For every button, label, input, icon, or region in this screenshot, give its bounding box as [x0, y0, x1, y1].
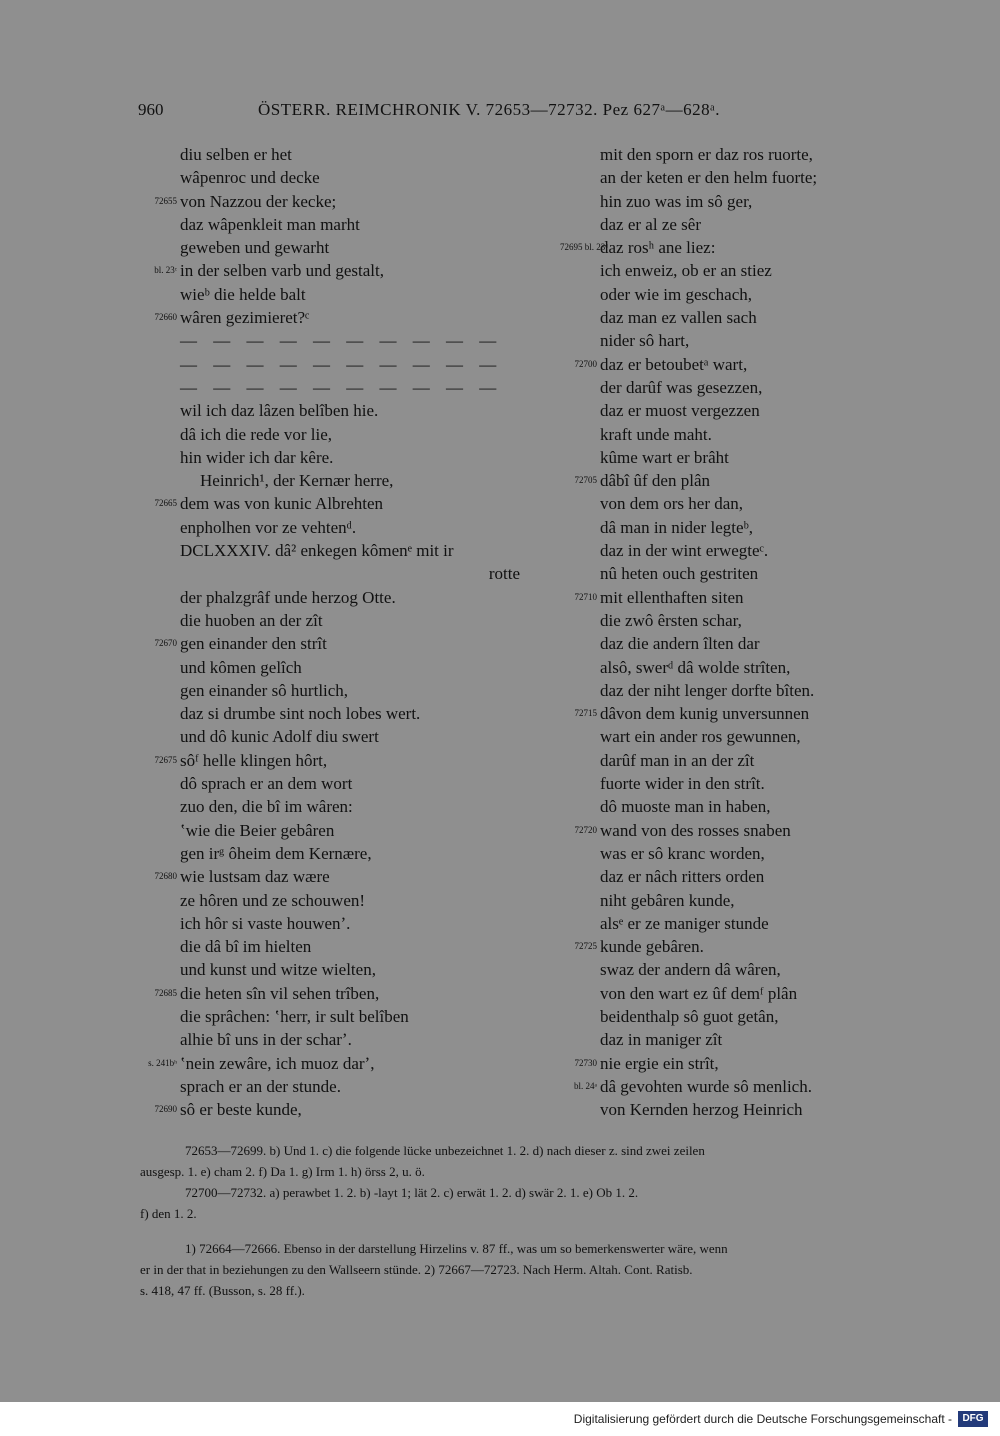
- dfg-logo: DFG: [958, 1411, 988, 1427]
- verse-number: bl. 23ᶜ: [154, 265, 177, 276]
- verse-text: gen einander den strît: [180, 634, 327, 654]
- verse-line: [560, 399, 970, 422]
- footnote-line: 1) 72664—72666. Ebenso in der darstellung Hirzelins v. 87 ff., was um so bemerkenswerter wäre, wenn: [185, 1241, 728, 1256]
- verse-text: ʽwie die Beier gebâren: [180, 820, 335, 840]
- verse-line: [560, 1028, 970, 1051]
- verse-text: swaz der andern dâ wâren,: [600, 960, 781, 980]
- verse-text: in der selben varb und gestalt,: [180, 261, 384, 281]
- footnote-line: er in der that in beziehungen zu den Wallseern stünde. 2) 72667—72723. Nach Herm. Altah. Cont. Ratisb.: [140, 1262, 693, 1277]
- verse-text: niht gebâren kunde,: [600, 890, 735, 910]
- verse-line: [140, 143, 560, 166]
- verse-text: mit ellenthaften siten: [600, 587, 744, 607]
- verse-text: dâ man in nider legteᵇ,: [600, 517, 754, 537]
- verse-text: was er sô kranc worden,: [600, 843, 765, 863]
- verse-number: 72715: [574, 708, 597, 719]
- verse-text: nû heten ouch gestriten: [600, 564, 759, 584]
- digitization-footer: [0, 1402, 1000, 1436]
- verse-text: dâvon dem kunig unversunnen: [600, 704, 810, 724]
- verse-text: ze hôren und ze schouwen!: [180, 890, 366, 910]
- verse-line: [140, 329, 560, 352]
- verse-line: [560, 1098, 970, 1121]
- verse-line: [140, 865, 560, 888]
- verse-text: alsô, swerᵈ dâ wolde strîten,: [600, 657, 791, 677]
- verse-line: [140, 935, 560, 958]
- verse-line: [140, 446, 560, 469]
- verse-text: ich hôr si vaste houwenʼ.: [180, 913, 351, 933]
- verse-line: [140, 1098, 560, 1121]
- verse-number: 72665: [154, 498, 177, 509]
- verse-line: [560, 1052, 970, 1075]
- verse-line: [560, 725, 970, 748]
- verse-text: die huoben an der zît: [180, 610, 323, 630]
- verse-line: [140, 539, 560, 562]
- verse-line: [560, 306, 970, 329]
- verse-line: [140, 772, 560, 795]
- verse-number: 72710: [574, 591, 597, 602]
- verse-line: [140, 1005, 560, 1028]
- verse-text: hin wider ich dar kêre.: [180, 447, 334, 467]
- verse-line: [560, 889, 970, 912]
- verse-line: [560, 982, 970, 1005]
- verse-number: s. 241bʰ: [148, 1057, 177, 1068]
- verse-line: [140, 283, 560, 306]
- apparatus: [140, 1140, 965, 1301]
- verse-line: [140, 679, 560, 702]
- verse-text: — — — — — — — — — —: [180, 377, 503, 397]
- verse-line: [140, 912, 560, 935]
- verse-line: [140, 1052, 560, 1075]
- verse-text: der darûf was gesezzen,: [600, 377, 763, 397]
- verse-line: [560, 609, 970, 632]
- verse-text: dô sprach er an dem wort: [180, 774, 353, 794]
- verse-line: [560, 795, 970, 818]
- verse-number: 72700: [574, 358, 597, 369]
- verse-text: dem was von kunic Albrehten: [180, 494, 384, 514]
- verse-text: an der keten er den helm fuorte;: [600, 168, 818, 188]
- verse-text: die sprâchen: ʽherr, ir sult belîben: [180, 1006, 409, 1026]
- verse-text: kunde gebâren.: [600, 937, 704, 957]
- verse-text: daz er muost vergezzen: [600, 401, 760, 421]
- verse-line: [140, 469, 560, 492]
- verse-line: [140, 516, 560, 539]
- verse-number: 72690: [154, 1104, 177, 1115]
- verse-text: wart ein ander ros gewunnen,: [600, 727, 801, 747]
- verse-line: [560, 353, 970, 376]
- verse-line: [560, 469, 970, 492]
- verse-text: — — — — — — — — — —: [180, 354, 503, 374]
- verse-number: 72655: [154, 195, 177, 206]
- verse-text: alsᵉ er ze maniger stunde: [600, 913, 769, 933]
- verse-line: [560, 772, 970, 795]
- verse-text: hin zuo was im sô ger,: [600, 191, 753, 211]
- verse-text: sôᶠ helle klingen hôrt,: [180, 750, 328, 770]
- right-verse-column: [560, 143, 970, 1121]
- verse-line: [140, 492, 560, 515]
- verse-line: [560, 259, 970, 282]
- verse-text: daz wâpenkleit man marht: [180, 214, 360, 234]
- verse-line: [140, 656, 560, 679]
- verse-line: [140, 586, 560, 609]
- verse-line: [560, 958, 970, 981]
- verse-text: wâren gezimieret?ᶜ: [180, 308, 310, 328]
- verse-line: [560, 679, 970, 702]
- verse-line: [560, 842, 970, 865]
- verse-line: [560, 329, 970, 352]
- verse-number: bl. 24ᵃ: [574, 1080, 597, 1091]
- verse-line: [140, 819, 560, 842]
- page-number: 960: [138, 100, 164, 119]
- verse-text: dâ gevohten wurde sô menlich.: [600, 1076, 812, 1096]
- verse-text: daz der niht lenger dorfte bîten.: [600, 680, 815, 700]
- verse-line: [140, 423, 560, 446]
- verse-text: daz si drumbe sint noch lobes wert.: [180, 704, 421, 724]
- running-title: ÖSTERR. REIMCHRONIK V. 72653—72732. Pez 627ᵃ—628ᵃ.: [258, 100, 720, 119]
- verse-line: [140, 376, 560, 399]
- verse-text: gen einander sô hurtlich,: [180, 680, 349, 700]
- verse-line: [560, 283, 970, 306]
- verse-text: kûme wart er brâht: [600, 447, 729, 467]
- verse-number: 72660: [154, 312, 177, 323]
- variant-line: f) den 1. 2.: [140, 1206, 197, 1221]
- verse-line: [560, 423, 970, 446]
- verse-number: 72730: [574, 1057, 597, 1068]
- verse-text: daz er al ze sêr: [600, 214, 701, 234]
- verse-text: von dem ors her dan,: [600, 494, 744, 514]
- verse-text: und dô kunic Adolf diu swert: [180, 727, 379, 747]
- verse-line: [560, 1005, 970, 1028]
- verse-text: rotte: [488, 564, 520, 584]
- verse-text: wil ich daz lâzen belîben hie.: [180, 401, 379, 421]
- left-verse-column: [140, 143, 560, 1121]
- verse-text: DCLXXXIV. dâ² enkegen kômenᵉ mit ir: [180, 541, 454, 561]
- verse-line: [140, 562, 560, 585]
- verse-text: wâpenroc und decke: [180, 168, 320, 188]
- verse-line: [140, 1028, 560, 1051]
- verse-text: daz die andern îlten dar: [600, 634, 760, 654]
- verse-line: [560, 586, 970, 609]
- verse-line: [140, 795, 560, 818]
- verse-line: [560, 702, 970, 725]
- verse-text: fuorte wider in den strît.: [600, 774, 765, 794]
- verse-text: wand von des rosses snaben: [600, 820, 791, 840]
- verse-text: sprach er an der stunde.: [180, 1076, 341, 1096]
- verse-text: daz rosʰ ane liez:: [600, 238, 716, 258]
- verse-text: von Kernden herzog Heinrich: [600, 1100, 803, 1120]
- verse-line: [140, 725, 560, 748]
- verse-text: der phalzgrâf unde herzog Otte.: [180, 587, 396, 607]
- verse-line: [560, 143, 970, 166]
- verse-text: diu selben er het: [180, 145, 292, 164]
- verse-line: [140, 1075, 560, 1098]
- verse-line: [140, 749, 560, 772]
- verse-text: gen irᵍ ôheim dem Kernære,: [180, 843, 372, 863]
- verse-text: die zwô êrsten schar,: [600, 610, 742, 630]
- verse-text: nider sô hart,: [600, 331, 690, 351]
- page-header: [138, 100, 818, 126]
- variant-line: 72653—72699. b) Und 1. c) die folgende lücke unbezeichnet 1. 2. d) nach dieser z. sind zwei zeilen: [185, 1143, 705, 1158]
- verse-text: beidenthalp sô guot getân,: [600, 1006, 779, 1026]
- verse-text: dâbî ûf den plân: [600, 471, 710, 491]
- verse-line: [140, 889, 560, 912]
- verse-line: [560, 516, 970, 539]
- verse-text: von Nazzou der kecke;: [180, 191, 337, 211]
- verse-text: dô muoste man in haben,: [600, 797, 771, 817]
- verse-text: die dâ bî im hielten: [180, 937, 312, 957]
- verse-line: [140, 702, 560, 725]
- verse-text: enpholhen vor ze vehtenᵈ.: [180, 517, 357, 537]
- verse-text: mit den sporn er daz ros ruorte,: [600, 145, 813, 164]
- verse-line: [560, 912, 970, 935]
- verse-line: [140, 306, 560, 329]
- verse-text: wieᵇ die helde balt: [180, 284, 306, 304]
- verse-line: [140, 842, 560, 865]
- verse-text: ʽnein zewâre, ich muoz darʼ,: [180, 1053, 375, 1073]
- verse-number: 72685: [154, 987, 177, 998]
- verse-text: alhie bî uns in der scharʼ.: [180, 1030, 352, 1050]
- verse-number: 72675: [154, 754, 177, 765]
- verse-text: und kunst und witze wielten,: [180, 960, 376, 980]
- verse-text: zuo den, die bî im wâren:: [180, 797, 353, 817]
- verse-line: [560, 376, 970, 399]
- verse-text: daz in maniger zît: [600, 1030, 723, 1050]
- verse-text: darûf man in an der zît: [600, 750, 755, 770]
- verse-line: [140, 399, 560, 422]
- verse-line: [560, 562, 970, 585]
- verse-line: [560, 539, 970, 562]
- verse-line: [560, 819, 970, 842]
- verse-line: [560, 1075, 970, 1098]
- footer-credit: Digitalisierung gefördert durch die Deutsche Forschungsgemeinschaft -: [573, 1412, 952, 1426]
- verse-text: Heinrich¹, der Kernær herre,: [200, 471, 394, 491]
- verse-line: [140, 259, 560, 282]
- verse-line: [560, 749, 970, 772]
- verse-text: geweben und gewarht: [180, 238, 330, 258]
- verse-line: [140, 166, 560, 189]
- verse-line: [140, 632, 560, 655]
- verse-text: dâ ich die rede vor lie,: [180, 424, 332, 444]
- verse-line: [140, 609, 560, 632]
- verse-text: und kômen gelîch: [180, 657, 302, 677]
- verse-text: die heten sîn vil sehen trîben,: [180, 983, 380, 1003]
- verse-text: nie ergie ein strît,: [600, 1053, 719, 1073]
- variant-line: 72700—72732. a) perawbet 1. 2. b) -layt 1; lät 2. c) erwät 1. 2. d) swär 2. 1. e) Ob 1. 2.: [185, 1185, 639, 1200]
- verse-line: [560, 190, 970, 213]
- footnote-line: s. 418, 47 ff. (Busson, s. 28 ff.).: [140, 1283, 305, 1298]
- verse-line: [560, 632, 970, 655]
- verse-line: [560, 446, 970, 469]
- verse-number: 72720: [574, 824, 597, 835]
- verse-text: ich enweiz, ob er an stiez: [600, 261, 772, 281]
- verse-number: 72725: [574, 941, 597, 952]
- verse-line: [560, 236, 970, 259]
- verse-text: kraft unde maht.: [600, 424, 712, 444]
- verse-number: 72705: [574, 475, 597, 486]
- verse-line: [140, 190, 560, 213]
- verse-line: [140, 213, 560, 236]
- verse-line: [560, 656, 970, 679]
- verse-line: [560, 492, 970, 515]
- verse-text: oder wie im geschach,: [600, 284, 752, 304]
- verse-text: daz in der wint erwegteᶜ.: [600, 541, 769, 561]
- verse-text: daz man ez vallen sach: [600, 308, 757, 328]
- verse-text: daz er betoubetᵃ wart,: [600, 354, 748, 374]
- verse-line: [560, 213, 970, 236]
- verse-text: daz er nâch ritters orden: [600, 867, 765, 887]
- verse-line: [560, 935, 970, 958]
- verse-line: [560, 166, 970, 189]
- verse-line: [560, 865, 970, 888]
- verse-text: wie lustsam daz wære: [180, 867, 330, 887]
- verse-number: 72695 bl. 23ᵈ: [560, 242, 609, 253]
- verse-number: 72680: [154, 871, 177, 882]
- verse-text: von den wart ez ûf demᶠ plân: [600, 983, 798, 1003]
- verse-text: sô er beste kunde,: [180, 1100, 302, 1120]
- verse-text: — — — — — — — — — —: [180, 331, 503, 351]
- verse-line: [140, 982, 560, 1005]
- variant-line: ausgesp. 1. e) cham 2. f) Da 1. g) Irm 1. h) örss 2, u. ö.: [140, 1164, 425, 1179]
- verse-line: [140, 958, 560, 981]
- verse-number: 72670: [154, 638, 177, 649]
- verse-line: [140, 353, 560, 376]
- verse-line: [140, 236, 560, 259]
